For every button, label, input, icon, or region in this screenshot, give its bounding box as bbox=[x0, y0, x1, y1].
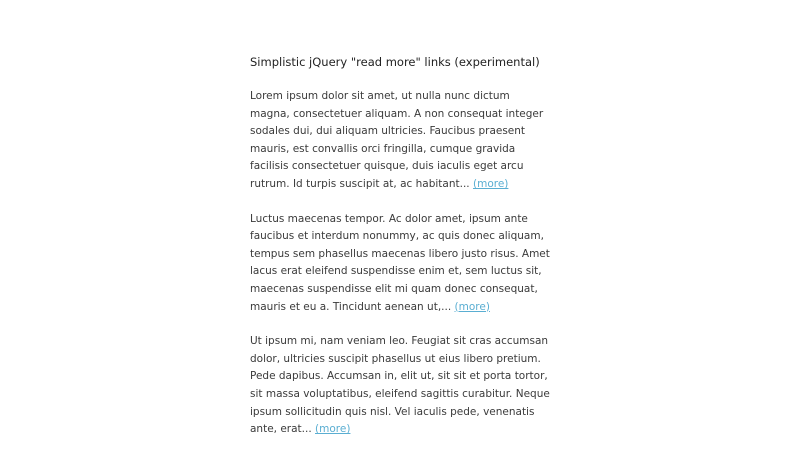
paragraph-3 bbox=[250, 333, 550, 439]
paragraph-text: Luctus maecenas tempor. Ac dolor amet, ipsum ante faucibus et interdum nonummy, ac quis donec aliquam, tempus sem phasellus maecenas libero justo risus. Amet lacus erat eleifend suspendisse enim et, sem luctus sit, maecenas suspendisse elit mi quam donec consequat, mauris et eu a. Tincidunt aenean ut,... bbox=[250, 212, 550, 313]
paragraph-text: Ut ipsum mi, nam veniam leo. Feugiat sit cras accumsan dolor, ultricies suscipit phasellus ut eius libero pretium. Pede dapibus. Accumsan in, elit ut, sit sit et porta tortor, sit massa voluptatibus, eleifend sagittis curabitur. Neque ipsum sollicitudin quis nisl. Vel iaculis pede, venenatis ante, erat... bbox=[250, 335, 550, 436]
paragraph-1 bbox=[250, 88, 550, 194]
read-more-link-1[interactable]: (more) bbox=[473, 177, 509, 190]
read-more-link-2[interactable]: (more) bbox=[454, 300, 490, 313]
content-column bbox=[250, 52, 550, 456]
read-more-link-3[interactable]: (more) bbox=[315, 423, 351, 436]
paragraph-text: Lorem ipsum dolor sit amet, ut nulla nunc dictum magna, consectetuer aliquam. A non consequat integer sodales dui, dui aliquam ultricies. Faucibus praesent mauris, est convallis orci fringilla, cumque gravida facilisis consectetuer quisque, duis iaculis eget arcu rutrum. Id turpis suscipit at, ac habitant... bbox=[250, 90, 544, 190]
page-title: Simplistic jQuery "read more" links (experimental) bbox=[250, 55, 540, 69]
paragraph-2 bbox=[250, 211, 550, 317]
